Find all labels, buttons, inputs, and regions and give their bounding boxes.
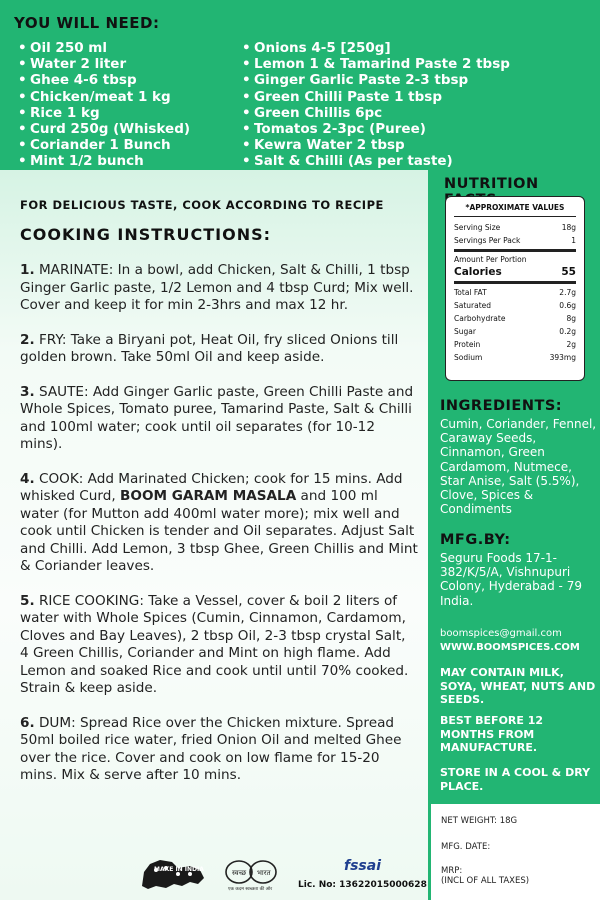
- need-item: • Coriander 1 Bunch: [18, 137, 190, 153]
- manufacturer-heading: MFG.BY:: [440, 532, 511, 548]
- instruction-step-5: [20, 593, 418, 698]
- need-item: • Water 2 liter: [18, 56, 190, 72]
- nutrition-value: 0.2g: [559, 327, 576, 336]
- nutrition-value: 2.7g: [559, 288, 576, 297]
- allergen-notice: MAY CONTAIN MILK, SOYA, WHEAT, NUTS AND SEEDS.: [440, 666, 596, 706]
- nutrition-value: 1: [571, 236, 576, 245]
- step-text: RICE COOKING: Take a Vessel, cover & boil 2 liters of water with Whole Spices (Cumin, Cinnamon, Cardamom, Cloves and Bay Leaves), 2 tbsp Oil, 2-3 tbsp crystal Salt, 4 Green Chillis, Coriander and Mint on high flame. Add Lemon and soaked Rice and cook until until 70% cooked. Strain & keep aside.: [20, 592, 409, 696]
- nutrition-label: Saturated: [454, 301, 492, 310]
- need-list-right: [242, 40, 510, 170]
- nutrition-label: Protein: [454, 340, 481, 349]
- nutrition-row: [454, 221, 576, 234]
- need-item: • Rice 1 kg: [18, 105, 190, 121]
- footer-logos: [138, 856, 427, 894]
- step-text: COOK: Add Marinated Chicken; cook for 15 mins. Add whisked Curd,: [20, 470, 403, 504]
- divider: [454, 249, 576, 252]
- need-item: • Lemon 1 & Tamarind Paste 2 tbsp: [242, 56, 510, 72]
- nutrition-value: 2g: [566, 340, 576, 349]
- pack-info-box: [431, 804, 600, 900]
- instruction-step-3: [20, 384, 418, 454]
- need-item: • Green Chilli Paste 1 tbsp: [242, 89, 510, 105]
- nutrition-facts-table: [445, 196, 585, 381]
- nutrition-label: Servings Per Pack: [454, 236, 521, 245]
- net-weight: NET WEIGHT: 18G: [441, 816, 518, 826]
- product-name: BOOM GARAM MASALA: [120, 488, 297, 504]
- need-item: • Mint 1/2 bunch: [18, 153, 190, 169]
- cooking-instructions-panel: [0, 170, 428, 900]
- step-number: 1.: [20, 262, 35, 278]
- ingredients-heading: INGREDIENTS:: [440, 398, 563, 414]
- nutrition-row: [454, 234, 576, 247]
- per-portion-label: Amount Per Portion: [454, 255, 527, 264]
- nutrition-value: 393mg: [549, 353, 576, 362]
- step-text: SAUTE: Add Ginger Garlic paste, Green Chilli Paste and Whole Spices, Tomato puree, Tamarind Paste, Salt & Chilli and 100ml water; cook until oil separates (for 10-12 mins).: [20, 383, 414, 452]
- nutrition-label: Sodium: [454, 353, 483, 362]
- nutrition-row: [454, 312, 576, 325]
- step-text: MARINATE: In a bowl, add Chicken, Salt & Chilli, 1 tbsp Ginger Garlic paste, 1/2 Lemon and 4 tbsp Curd; Mix well. Cover and keep it for min 2-3hrs and max 12 hr.: [20, 262, 414, 313]
- fssai-logo: fssai: [344, 858, 382, 874]
- nutrition-value: 18g: [561, 223, 576, 232]
- need-item: • Chicken/meat 1 kg: [18, 89, 190, 105]
- you-will-need-heading: YOU WILL NEED:: [14, 14, 160, 32]
- instruction-step-1: [20, 262, 418, 315]
- need-list-left: [18, 40, 190, 170]
- step-number: 3.: [20, 383, 35, 400]
- mrp-label: MRP:: [441, 866, 463, 876]
- instruction-step-4: [20, 471, 418, 576]
- nutrition-label: Total FAT: [454, 288, 487, 297]
- nutrition-value: 8g: [566, 314, 576, 323]
- manufacturer-website: WWW.BOOMSPICES.COM: [440, 642, 580, 653]
- need-item: • Curd 250g (Whisked): [18, 121, 190, 137]
- swachh-caption: एक कदम स्वच्छता की ओर: [228, 887, 273, 892]
- calories-row: [454, 266, 576, 279]
- instruction-step-2: [20, 332, 418, 367]
- need-item: • Salt & Chilli (As per taste): [242, 153, 510, 169]
- svg-text:स्वच्छ: स्वच्छ: [232, 869, 247, 877]
- step-text: and 100 ml water (for Mutton add 400ml water more); mix well and cook until Chicken is tender and Oil separates. Adjust Salt and Chilli. Add Lemon, 3 tbsp Ghee, Green Chillis and Mint & Coriander leaves.: [20, 488, 418, 574]
- need-item: • Onions 4-5 [250g]: [242, 40, 510, 56]
- step-number: 5.: [20, 592, 35, 609]
- step-number: 2.: [20, 331, 35, 348]
- nutrition-row: [454, 338, 576, 351]
- nutrition-label: Carbohydrate: [454, 314, 506, 323]
- instruction-step-6: [20, 715, 418, 785]
- approx-note: *APPROXIMATE VALUES: [454, 203, 576, 217]
- nutrition-row: [454, 351, 576, 364]
- svg-text:भारत: भारत: [257, 869, 271, 877]
- need-item: • Kewra Water 2 tbsp: [242, 137, 510, 153]
- storage-notice: STORE IN A COOL & DRY PLACE.: [440, 766, 591, 793]
- make-in-india-lion-logo: [138, 856, 206, 892]
- nutrition-row: [454, 299, 576, 312]
- nutrition-facts-heading: NUTRITION: [444, 176, 539, 192]
- need-item: • Green Chillis 6pc: [242, 105, 510, 121]
- calories-value: 55: [561, 266, 576, 278]
- step-number: 4.: [20, 470, 35, 487]
- ingredients-text: Cumin, Coriander, Fennel, Caraway Seeds, Cinnamon, Green Cardamom, Nutmece, Star Anise, Salt (5.5%), Clove, Spices & Condiments: [440, 417, 597, 517]
- step-text: DUM: Spread Rice over the Chicken mixture. Spread 50ml boiled rice water, fried Onion Oil and melted Ghee over the rice. Cover and cook on low flame for 15-20 mins. Mix & serve after 10 mins.: [20, 714, 402, 783]
- best-before-notice: BEST BEFORE 12 MONTHS FROM MANUFACTURE.: [440, 714, 544, 754]
- need-item: • Tomatos 2-3pc (Puree): [242, 121, 510, 137]
- make-in-india-text: MAKE IN INDIA: [154, 866, 204, 873]
- need-item: • Oil 250 ml: [18, 40, 190, 56]
- divider: [454, 281, 576, 284]
- cooking-instructions-heading: COOKING INSTRUCTIONS:: [20, 225, 272, 244]
- license-number: Lic. No: 13622015000628: [298, 880, 427, 890]
- nutrition-label: Sugar: [454, 327, 476, 336]
- nutrition-value: 0.6g: [559, 301, 576, 310]
- manufacturer-email: boomspices@gmail.com: [440, 628, 562, 639]
- instruction-steps: [20, 262, 418, 802]
- mrp-tax-note: (INCL OF ALL TAXES): [441, 876, 530, 886]
- cook-note: FOR DELICIOUS TASTE, COOK ACCORDING TO RECIPE: [20, 198, 384, 212]
- nutrition-row: [454, 325, 576, 338]
- need-item: • Ginger Garlic Paste 2-3 tbsp: [242, 72, 510, 88]
- manufacturer-address: Seguru Foods 17-1-382/K/5/A, Vishnupuri Colony, Hyderabad - 79 India.: [440, 551, 582, 608]
- mfg-date: MFG. DATE:: [441, 842, 491, 852]
- step-text: FRY: Take a Biryani pot, Heat Oil, fry sliced Onions till golden brown. Take 50ml Oil and keep aside.: [20, 331, 399, 365]
- nutrition-row: [454, 286, 576, 299]
- nutrition-label: Serving Size: [454, 223, 501, 232]
- need-item: • Ghee 4-6 tbsp: [18, 72, 190, 88]
- calories-label: Calories: [454, 266, 502, 278]
- step-number: 6.: [20, 714, 35, 731]
